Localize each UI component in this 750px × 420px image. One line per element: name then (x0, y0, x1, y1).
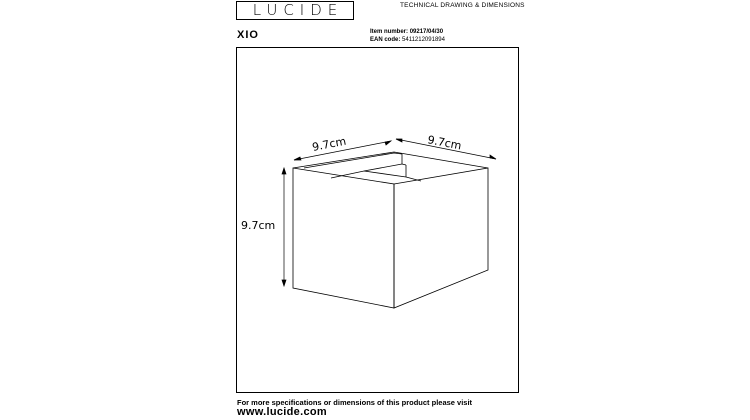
top-slot-inner-back (364, 164, 406, 171)
dim-label-depth: 9.7cm (426, 133, 463, 153)
footer-note: For more specifications or dimensions of this product please visit (237, 398, 473, 407)
product-name: XIO (237, 29, 259, 41)
dim-label-height: 9.7cm (241, 219, 276, 232)
top-slot-inner-front (331, 171, 406, 178)
arrow-head (282, 168, 286, 174)
arrow-head (282, 280, 286, 286)
website-link[interactable]: www.lucide.com (237, 406, 327, 418)
technical-drawing (236, 47, 519, 393)
document-type: TECHNICAL DRAWING & DIMENSIONS (400, 2, 525, 9)
item-number-label: Item number: (370, 29, 409, 35)
item-number-value: 09217/04/30 (409, 29, 444, 35)
item-number (370, 29, 443, 35)
ean-label: EAN code: (370, 37, 401, 43)
brand-logo (236, 1, 354, 20)
arrow-head (490, 155, 496, 159)
logo-text: LUCIDE (252, 1, 344, 19)
arrow-head (396, 139, 402, 142)
arrow-head (294, 157, 301, 160)
arrow-head (385, 141, 391, 145)
cube-front-face (293, 168, 394, 308)
ean-value: 5411212091894 (402, 37, 445, 43)
cube-right-face (394, 168, 488, 308)
ean-code (370, 37, 445, 43)
dim-label-width: 9.7cm (311, 134, 348, 154)
